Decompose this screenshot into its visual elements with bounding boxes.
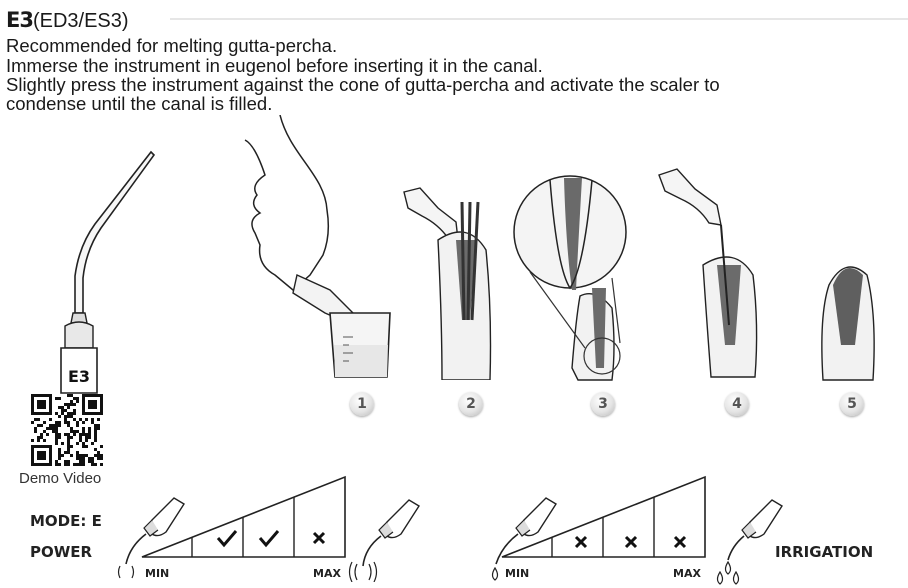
description-line-2: Immerse the instrument in eugenol before inserting it in the canal. <box>6 55 543 76</box>
tip-label: E3 <box>67 367 91 386</box>
step-number-3: 3 <box>591 392 615 416</box>
step-4-illustration <box>655 165 765 380</box>
power-label: POWER <box>30 543 93 561</box>
irrigation-label: IRRIGATION <box>775 543 874 561</box>
step-number-5: 5 <box>840 392 864 416</box>
step-number-4: 4 <box>725 392 749 416</box>
qr-code[interactable] <box>31 394 103 466</box>
handpiece-max-power-icon <box>345 486 425 582</box>
description-line-1: Recommended for melting gutta-percha. <box>6 35 338 56</box>
step-2-illustration <box>398 180 498 380</box>
product-title <box>6 8 129 33</box>
power-min-label: MIN <box>145 567 170 580</box>
irrigation-scale <box>500 475 710 560</box>
description-line-4: condense until the canal is filled. <box>6 93 273 114</box>
power-max-label: MAX <box>313 567 341 580</box>
mode-label: MODE: E <box>30 512 102 530</box>
e3-tip-illustration <box>55 148 165 398</box>
irrigation-min-label: MIN <box>505 567 530 580</box>
description-line-3: Slightly press the instrument against the cone of gutta-percha and activate the scaler to <box>6 74 720 95</box>
power-scale <box>140 475 350 560</box>
step-number-1: 1 <box>350 392 374 416</box>
title-divider <box>170 18 908 20</box>
step-number-2: 2 <box>459 392 483 416</box>
model-variants: (ED3/ES3) <box>32 10 129 32</box>
irrigation-max-label: MAX <box>673 567 701 580</box>
demo-video-label[interactable]: Demo Video <box>19 470 102 487</box>
step-1-illustration <box>235 115 400 385</box>
step-3-illustration <box>512 168 632 383</box>
handpiece-max-irrigation-icon <box>708 486 788 586</box>
model-code: E3 <box>6 8 33 32</box>
step-5-illustration <box>815 255 885 385</box>
